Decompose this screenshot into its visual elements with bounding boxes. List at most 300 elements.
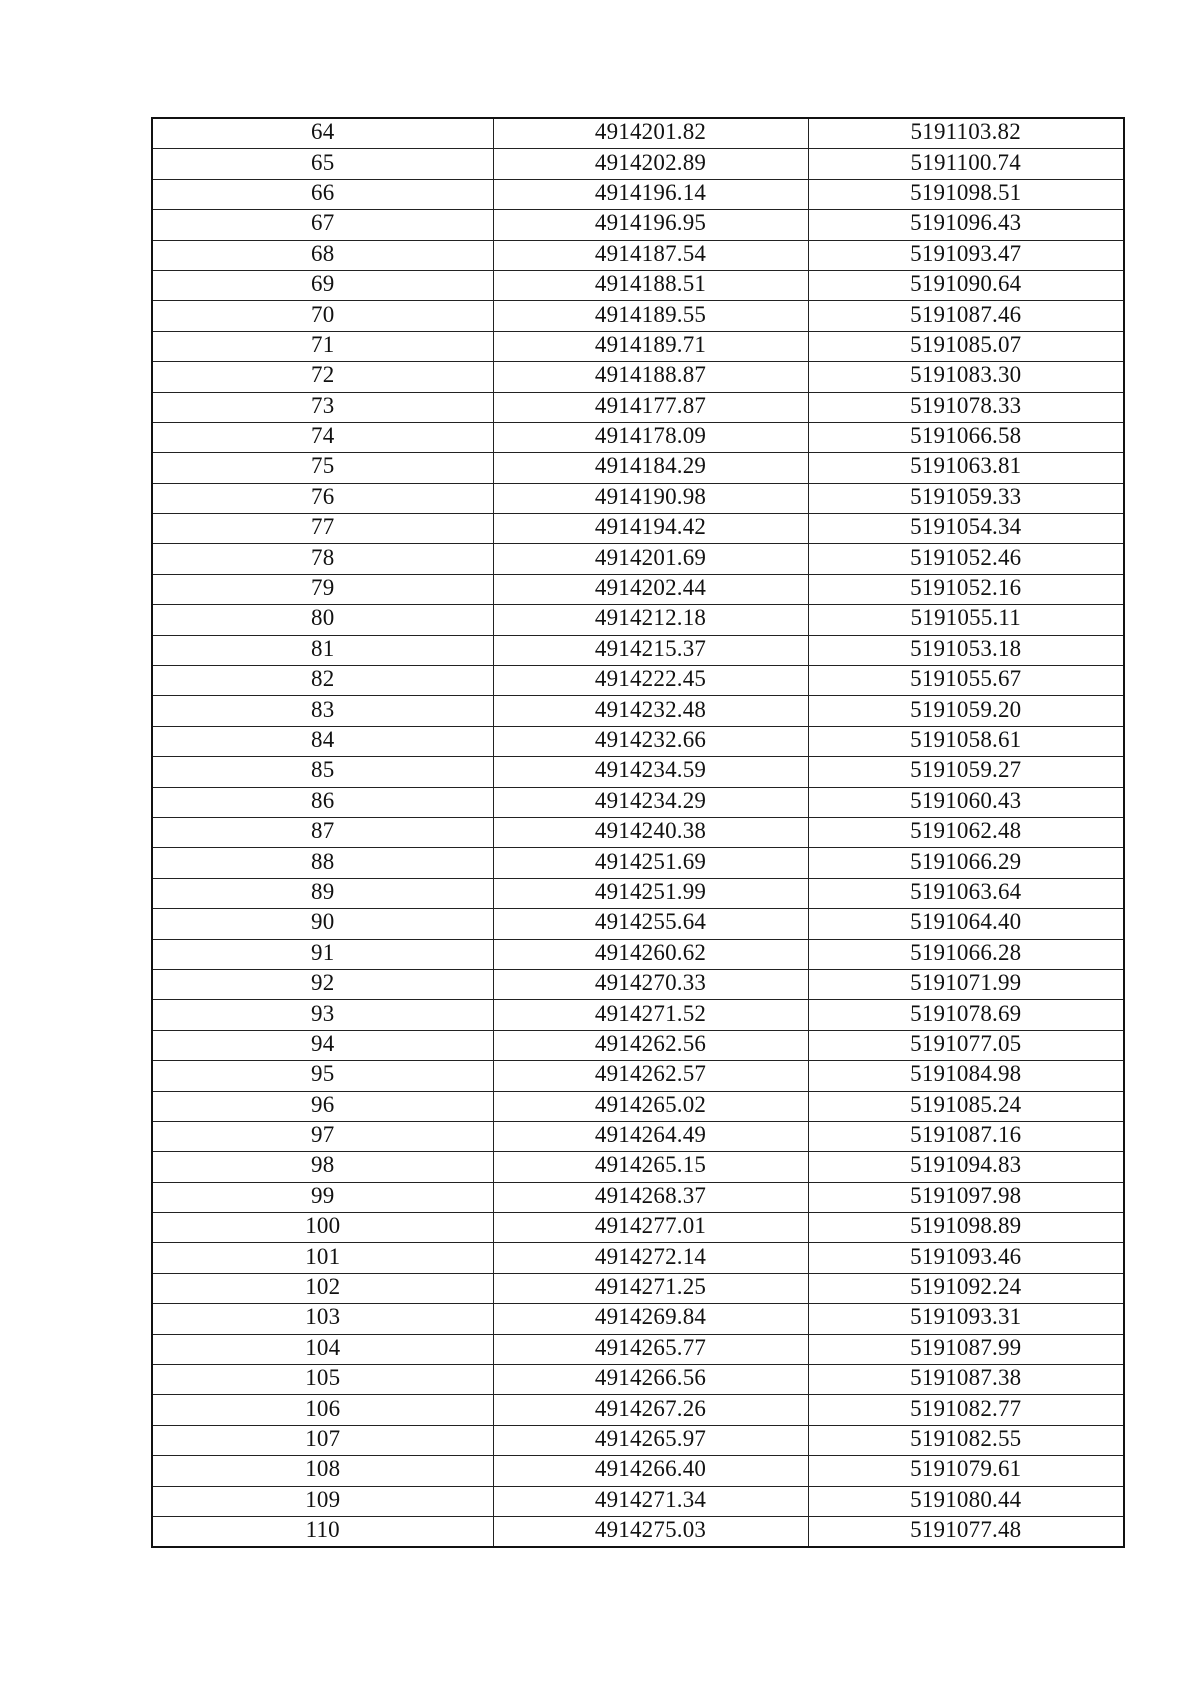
- table-row: [152, 1000, 1124, 1030]
- cell-text: 5191094.83: [910, 1152, 1022, 1178]
- point-number-cell: [152, 301, 493, 331]
- table-row: [152, 574, 1124, 604]
- cell-text: 67: [311, 210, 335, 236]
- cell-text: 66: [311, 179, 335, 205]
- point-number-cell: [152, 817, 493, 847]
- point-number-cell: [152, 1334, 493, 1364]
- y-coordinate-cell: [808, 422, 1124, 452]
- cell-text: 4914271.25: [594, 1274, 707, 1300]
- cell-text: 80: [311, 605, 335, 631]
- point-number-cell: [152, 1365, 493, 1395]
- cell-text: 4914251.69: [594, 848, 707, 874]
- y-coordinate-cell: [808, 483, 1124, 513]
- x-coordinate-cell: [493, 210, 808, 240]
- x-coordinate-cell: [493, 544, 808, 574]
- cell-text: 4914188.51: [594, 271, 707, 297]
- y-coordinate-cell: [808, 605, 1124, 635]
- y-coordinate-cell: [808, 1030, 1124, 1060]
- cell-text: 4914222.45: [594, 666, 707, 692]
- table-row: [152, 270, 1124, 300]
- table-row: [152, 848, 1124, 878]
- table-row: [152, 210, 1124, 240]
- cell-text: 5191080.44: [910, 1486, 1022, 1512]
- y-coordinate-cell: [808, 848, 1124, 878]
- table-row: [152, 1061, 1124, 1091]
- table-row: [152, 969, 1124, 999]
- x-coordinate-cell: [493, 1243, 808, 1273]
- x-coordinate-cell: [493, 605, 808, 635]
- point-number-cell: [152, 726, 493, 756]
- cell-text: 4914262.56: [594, 1030, 707, 1056]
- x-coordinate-cell: [493, 1152, 808, 1182]
- y-coordinate-cell: [808, 544, 1124, 574]
- table-row: [152, 331, 1124, 361]
- cell-text: 5191055.11: [910, 605, 1021, 631]
- point-number-cell: [152, 605, 493, 635]
- point-number-cell: [152, 1061, 493, 1091]
- cell-text: 4914271.34: [594, 1486, 707, 1512]
- table-row: [152, 1516, 1124, 1547]
- point-number-cell: [152, 118, 493, 149]
- cell-text: 5191077.05: [910, 1030, 1022, 1056]
- cell-text: 106: [305, 1395, 341, 1421]
- cell-text: 105: [305, 1365, 341, 1391]
- cell-text: 4914194.42: [594, 514, 707, 540]
- point-number-cell: [152, 909, 493, 939]
- y-coordinate-cell: [808, 392, 1124, 422]
- y-coordinate-cell: [808, 726, 1124, 756]
- table-row: [152, 1365, 1124, 1395]
- point-number-cell: [152, 331, 493, 361]
- table-row: [152, 453, 1124, 483]
- point-number-cell: [152, 544, 493, 574]
- cell-text: 5191096.43: [910, 210, 1022, 236]
- cell-text: 4914265.02: [594, 1091, 707, 1117]
- cell-text: 4914234.29: [594, 787, 707, 813]
- cell-text: 76: [311, 483, 335, 509]
- point-number-cell: [152, 666, 493, 696]
- table-row: [152, 1213, 1124, 1243]
- x-coordinate-cell: [493, 939, 808, 969]
- cell-text: 96: [311, 1091, 335, 1117]
- table-row: [152, 1425, 1124, 1455]
- table-row: [152, 1395, 1124, 1425]
- cell-text: 100: [305, 1213, 341, 1239]
- table-row: [152, 666, 1124, 696]
- table-row: [152, 1152, 1124, 1182]
- cell-text: 68: [311, 240, 335, 266]
- cell-text: 5191059.20: [910, 696, 1022, 722]
- point-number-cell: [152, 210, 493, 240]
- cell-text: 89: [311, 878, 335, 904]
- x-coordinate-cell: [493, 696, 808, 726]
- y-coordinate-cell: [808, 453, 1124, 483]
- point-number-cell: [152, 1030, 493, 1060]
- table-row: [152, 118, 1124, 149]
- x-coordinate-cell: [493, 1456, 808, 1486]
- cell-text: 4914190.98: [594, 483, 707, 509]
- y-coordinate-cell: [808, 1395, 1124, 1425]
- y-coordinate-cell: [808, 696, 1124, 726]
- y-coordinate-cell: [808, 1456, 1124, 1486]
- y-coordinate-cell: [808, 1182, 1124, 1212]
- cell-text: 4914187.54: [594, 240, 707, 266]
- cell-text: 4914266.56: [594, 1365, 707, 1391]
- cell-text: 4914202.89: [594, 149, 707, 175]
- x-coordinate-cell: [493, 240, 808, 270]
- cell-text: 86: [311, 787, 335, 813]
- table-row: [152, 605, 1124, 635]
- cell-text: 4914184.29: [594, 453, 707, 479]
- y-coordinate-cell: [808, 635, 1124, 665]
- x-coordinate-cell: [493, 1486, 808, 1516]
- point-number-cell: [152, 757, 493, 787]
- x-coordinate-cell: [493, 1395, 808, 1425]
- x-coordinate-cell: [493, 270, 808, 300]
- cell-text: 5191078.33: [910, 392, 1022, 418]
- cell-text: 5191064.40: [910, 909, 1022, 935]
- cell-text: 5191087.16: [910, 1122, 1022, 1148]
- table-row: [152, 1273, 1124, 1303]
- table-row: [152, 149, 1124, 179]
- point-number-cell: [152, 1486, 493, 1516]
- cell-text: 71: [311, 331, 335, 357]
- cell-text: 4914269.84: [594, 1304, 707, 1330]
- table-row: [152, 179, 1124, 209]
- cell-text: 5191078.69: [910, 1000, 1022, 1026]
- table-row: [152, 1182, 1124, 1212]
- y-coordinate-cell: [808, 817, 1124, 847]
- x-coordinate-cell: [493, 1334, 808, 1364]
- y-coordinate-cell: [808, 939, 1124, 969]
- cell-text: 4914212.18: [594, 605, 707, 631]
- cell-text: 5191062.48: [910, 818, 1022, 844]
- cell-text: 5191059.27: [910, 757, 1022, 783]
- table-row: [152, 817, 1124, 847]
- cell-text: 5191063.64: [910, 878, 1022, 904]
- point-number-cell: [152, 240, 493, 270]
- cell-text: 5191082.77: [910, 1395, 1022, 1421]
- cell-text: 5191077.48: [910, 1517, 1022, 1543]
- cell-text: 4914266.40: [594, 1456, 707, 1482]
- x-coordinate-cell: [493, 574, 808, 604]
- y-coordinate-cell: [808, 1152, 1124, 1182]
- x-coordinate-cell: [493, 453, 808, 483]
- cell-text: 4914188.87: [594, 362, 707, 388]
- table-row: [152, 1030, 1124, 1060]
- cell-text: 5191052.46: [910, 544, 1022, 570]
- y-coordinate-cell: [808, 1516, 1124, 1547]
- table-row: [152, 483, 1124, 513]
- cell-text: 5191079.61: [910, 1456, 1022, 1482]
- y-coordinate-cell: [808, 1273, 1124, 1303]
- point-number-cell: [152, 635, 493, 665]
- y-coordinate-cell: [808, 240, 1124, 270]
- x-coordinate-cell: [493, 1182, 808, 1212]
- cell-text: 102: [305, 1274, 341, 1300]
- x-coordinate-cell: [493, 1061, 808, 1091]
- cell-text: 5191087.38: [910, 1365, 1022, 1391]
- point-number-cell: [152, 1395, 493, 1425]
- cell-text: 5191085.24: [910, 1091, 1022, 1117]
- cell-text: 82: [311, 666, 335, 692]
- cell-text: 4914202.44: [594, 575, 707, 601]
- point-number-cell: [152, 1000, 493, 1030]
- cell-text: 75: [311, 453, 335, 479]
- point-number-cell: [152, 1152, 493, 1182]
- cell-text: 101: [305, 1243, 341, 1269]
- y-coordinate-cell: [808, 574, 1124, 604]
- cell-text: 4914267.26: [594, 1395, 707, 1421]
- x-coordinate-cell: [493, 301, 808, 331]
- cell-text: 5191052.16: [910, 575, 1022, 601]
- y-coordinate-cell: [808, 331, 1124, 361]
- y-coordinate-cell: [808, 1365, 1124, 1395]
- cell-text: 4914262.57: [594, 1061, 707, 1087]
- cell-text: 5191090.64: [910, 271, 1022, 297]
- cell-text: 4914265.15: [594, 1152, 707, 1178]
- y-coordinate-cell: [808, 666, 1124, 696]
- x-coordinate-cell: [493, 1030, 808, 1060]
- x-coordinate-cell: [493, 1304, 808, 1334]
- table-row: [152, 787, 1124, 817]
- cell-text: 5191066.29: [910, 848, 1022, 874]
- point-number-cell: [152, 179, 493, 209]
- point-number-cell: [152, 1091, 493, 1121]
- cell-text: 98: [311, 1152, 335, 1178]
- cell-text: 4914260.62: [594, 939, 707, 965]
- point-number-cell: [152, 453, 493, 483]
- y-coordinate-cell: [808, 1243, 1124, 1273]
- point-number-cell: [152, 939, 493, 969]
- x-coordinate-cell: [493, 483, 808, 513]
- point-number-cell: [152, 1516, 493, 1547]
- x-coordinate-cell: [493, 1516, 808, 1547]
- cell-text: 5191103.82: [910, 119, 1021, 145]
- table-row: [152, 635, 1124, 665]
- cell-text: 4914275.03: [594, 1517, 707, 1543]
- x-coordinate-cell: [493, 118, 808, 149]
- cell-text: 4914255.64: [594, 909, 707, 935]
- cell-text: 64: [311, 119, 335, 145]
- cell-text: 104: [305, 1334, 341, 1360]
- x-coordinate-cell: [493, 909, 808, 939]
- cell-text: 5191085.07: [910, 331, 1022, 357]
- table-row: [152, 1486, 1124, 1516]
- x-coordinate-cell: [493, 1121, 808, 1151]
- table-row: [152, 514, 1124, 544]
- cell-text: 4914234.59: [594, 757, 707, 783]
- point-number-cell: [152, 362, 493, 392]
- y-coordinate-cell: [808, 1486, 1124, 1516]
- y-coordinate-cell: [808, 909, 1124, 939]
- y-coordinate-cell: [808, 362, 1124, 392]
- cell-text: 5191093.46: [910, 1243, 1022, 1269]
- point-number-cell: [152, 878, 493, 908]
- cell-text: 4914201.69: [594, 544, 707, 570]
- point-number-cell: [152, 1425, 493, 1455]
- cell-text: 4914251.99: [594, 878, 707, 904]
- table-row: [152, 909, 1124, 939]
- y-coordinate-cell: [808, 1091, 1124, 1121]
- x-coordinate-cell: [493, 1000, 808, 1030]
- x-coordinate-cell: [493, 726, 808, 756]
- cell-text: 73: [311, 392, 335, 418]
- cell-text: 95: [311, 1061, 335, 1087]
- table-row: [152, 1304, 1124, 1334]
- cell-text: 4914240.38: [594, 818, 707, 844]
- table-row: [152, 1334, 1124, 1364]
- cell-text: 92: [311, 970, 335, 996]
- x-coordinate-cell: [493, 787, 808, 817]
- x-coordinate-cell: [493, 1425, 808, 1455]
- y-coordinate-cell: [808, 757, 1124, 787]
- cell-text: 84: [311, 727, 335, 752]
- cell-text: 5191059.33: [910, 483, 1022, 509]
- y-coordinate-cell: [808, 1121, 1124, 1151]
- cell-text: 4914270.33: [594, 970, 707, 996]
- table-row: [152, 1121, 1124, 1151]
- cell-text: 91: [311, 939, 335, 965]
- x-coordinate-cell: [493, 817, 808, 847]
- x-coordinate-cell: [493, 757, 808, 787]
- cell-text: 72: [311, 362, 335, 388]
- cell-text: 87: [311, 818, 335, 844]
- x-coordinate-cell: [493, 331, 808, 361]
- cell-text: 4914178.09: [594, 423, 707, 449]
- cell-text: 85: [311, 757, 335, 783]
- table-row: [152, 939, 1124, 969]
- x-coordinate-cell: [493, 362, 808, 392]
- y-coordinate-cell: [808, 1334, 1124, 1364]
- cell-text: 88: [311, 848, 335, 874]
- cell-text: 78: [311, 544, 335, 570]
- x-coordinate-cell: [493, 1091, 808, 1121]
- y-coordinate-cell: [808, 1061, 1124, 1091]
- x-coordinate-cell: [493, 179, 808, 209]
- cell-text: 4914232.66: [594, 727, 707, 752]
- cell-text: 5191055.67: [910, 666, 1022, 692]
- y-coordinate-cell: [808, 1213, 1124, 1243]
- table-row: [152, 757, 1124, 787]
- cell-text: 4914265.97: [594, 1425, 707, 1451]
- x-coordinate-cell: [493, 392, 808, 422]
- cell-text: 81: [311, 635, 335, 661]
- table-row: [152, 422, 1124, 452]
- cell-text: 5191092.24: [910, 1274, 1022, 1300]
- cell-text: 5191058.61: [910, 727, 1022, 752]
- y-coordinate-cell: [808, 969, 1124, 999]
- cell-text: 107: [305, 1425, 341, 1451]
- y-coordinate-cell: [808, 878, 1124, 908]
- y-coordinate-cell: [808, 1000, 1124, 1030]
- table-row: [152, 726, 1124, 756]
- cell-text: 4914201.82: [594, 119, 707, 145]
- table-row: [152, 301, 1124, 331]
- x-coordinate-cell: [493, 1365, 808, 1395]
- cell-text: 5191054.34: [910, 514, 1022, 540]
- cell-text: 77: [311, 514, 335, 540]
- cell-text: 4914277.01: [594, 1213, 707, 1239]
- table-row: [152, 544, 1124, 574]
- x-coordinate-cell: [493, 514, 808, 544]
- y-coordinate-cell: [808, 1304, 1124, 1334]
- cell-text: 5191098.51: [910, 179, 1022, 205]
- cell-text: 74: [311, 423, 335, 449]
- coordinates-table-body: [152, 118, 1124, 1547]
- point-number-cell: [152, 514, 493, 544]
- y-coordinate-cell: [808, 787, 1124, 817]
- cell-text: 4914268.37: [594, 1182, 707, 1208]
- x-coordinate-cell: [493, 422, 808, 452]
- y-coordinate-cell: [808, 1425, 1124, 1455]
- cell-text: 4914189.55: [594, 301, 707, 327]
- point-number-cell: [152, 1273, 493, 1303]
- point-number-cell: [152, 1304, 493, 1334]
- cell-text: 110: [305, 1517, 340, 1543]
- x-coordinate-cell: [493, 969, 808, 999]
- point-number-cell: [152, 392, 493, 422]
- cell-text: 5191084.98: [910, 1061, 1022, 1087]
- y-coordinate-cell: [808, 210, 1124, 240]
- cell-text: 5191066.58: [910, 423, 1022, 449]
- cell-text: 5191060.43: [910, 787, 1022, 813]
- table-row: [152, 1091, 1124, 1121]
- x-coordinate-cell: [493, 666, 808, 696]
- cell-text: 5191066.28: [910, 939, 1022, 965]
- y-coordinate-cell: [808, 270, 1124, 300]
- cell-text: 4914196.14: [594, 179, 707, 205]
- cell-text: 108: [305, 1456, 341, 1482]
- cell-text: 65: [311, 149, 335, 175]
- point-number-cell: [152, 1456, 493, 1486]
- cell-text: 4914189.71: [594, 331, 707, 357]
- table-row: [152, 240, 1124, 270]
- x-coordinate-cell: [493, 1213, 808, 1243]
- point-number-cell: [152, 270, 493, 300]
- y-coordinate-cell: [808, 514, 1124, 544]
- table-row: [152, 392, 1124, 422]
- y-coordinate-cell: [808, 118, 1124, 149]
- point-number-cell: [152, 1243, 493, 1273]
- cell-text: 4914272.14: [594, 1243, 707, 1269]
- cell-text: 5191100.74: [910, 149, 1021, 175]
- point-number-cell: [152, 696, 493, 726]
- cell-text: 103: [305, 1304, 341, 1330]
- y-coordinate-cell: [808, 149, 1124, 179]
- cell-text: 5191053.18: [910, 635, 1022, 661]
- table-row: [152, 1456, 1124, 1486]
- x-coordinate-cell: [493, 848, 808, 878]
- point-number-cell: [152, 422, 493, 452]
- cell-text: 4914196.95: [594, 210, 707, 236]
- table-row: [152, 696, 1124, 726]
- cell-text: 5191087.99: [910, 1334, 1022, 1360]
- cell-text: 4914177.87: [594, 392, 707, 418]
- table-row: [152, 878, 1124, 908]
- cell-text: 5191071.99: [910, 970, 1022, 996]
- point-number-cell: [152, 848, 493, 878]
- cell-text: 97: [311, 1122, 335, 1148]
- cell-text: 4914215.37: [594, 635, 707, 661]
- point-number-cell: [152, 149, 493, 179]
- x-coordinate-cell: [493, 635, 808, 665]
- point-number-cell: [152, 1121, 493, 1151]
- coordinates-table: [151, 117, 1125, 1548]
- cell-text: 93: [311, 1000, 335, 1026]
- cell-text: 5191093.47: [910, 240, 1022, 266]
- cell-text: 69: [311, 271, 335, 297]
